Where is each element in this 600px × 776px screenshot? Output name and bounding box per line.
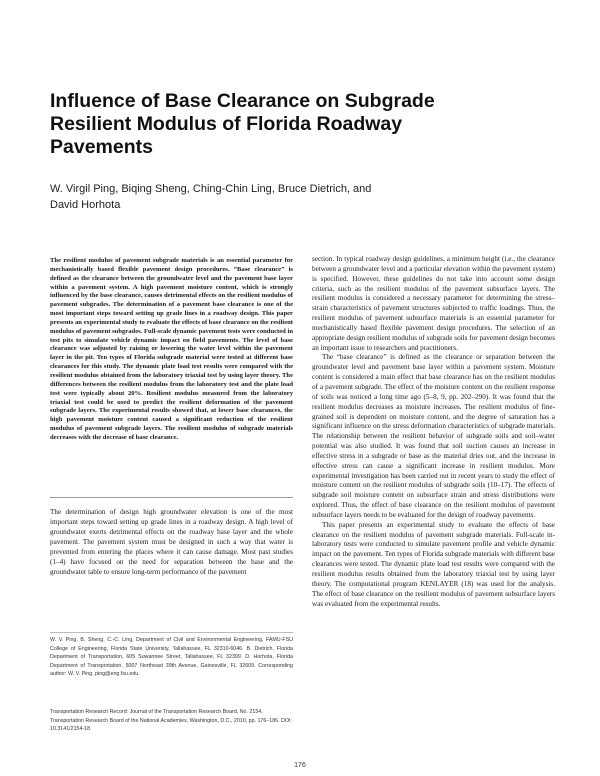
right-column xyxy=(312,255,555,609)
intro-paragraph: The determination of design high groundwater elevation is one of the most important steps toward setting up grade lines in a roadway design. A high level of groundwater exerts detrimental effects on the roadway base layer and the whole pavement. The pavement system must be designed in such a way that water is prevented from entering the places where it can cause damage. Most past studies (1–4) have focused on the need for separation between the base and the groundwater table to ensure long-term performance of the pavement xyxy=(50,508,293,576)
citation-info: Transportation Research Record: Journal of the Transportation Research Board, No. 2154, Transportation Research Board of the National Academies, Washington, D.C., 2010, pp. 176–186. DOI: 10.3141/2154-18 xyxy=(50,709,292,733)
body-paragraph: The “base clearance” is defined as the clearance or separation between the groundwater level and pavement base layer within a pavement system. Moisture content is considered a main effect that base clearance has on the resilient modulus of a pavement subgrade. The effect of the moisture content on the resilient response of soils was noticed a long time ago (5–8, 9, pp. 202–290). It was found that the resilient modulus decreases as moisture increases. The resilient modulus of fine-grained soil is dependent on moisture content, and the degree of saturation has a significant influence on the stress deformation characteristics of subgrade materials. The relationship between the resilient behavior of subgrade soils and soil–water potential was also studied. It was found that soil suction causes an increase in effective stress in a subgrade or base as the material dries out, and the increase in effective stress can cause a significant increase in resilient modulus. More experimental investigation has been carried out in recent years to study the effect of moisture content on the resilient modulus of subgrade soils (10–17). The effects of subgrade soil moisture content on subsurface strain and stress distributions were explored. Thus, the effect of base clearance on the resilient modulus of pavement subsurface layers needs to be evaluated for the design of roadway pavements. xyxy=(312,353,555,519)
page-number: 176 xyxy=(294,762,306,769)
abstract: The resilient modulus of pavement subgrade materials is an essential parameter for mechanistically based flexible pavement design procedures. “Base clearance” is defined as the clearance between the groundwater level and the pavement base layer within a pavement system. A high pavement moisture content, which is strongly influenced by the base clearance, causes detrimental effects on the resilient modulus of pavement subgrades. The determination of a pavement base clearance is one of the most important steps toward setting up grade lines in a roadway design. This paper presents an experimental study to evaluate the effects of base clearance on the resilient modulus of pavement subgrades. Full-scale dynamic pavement tests were conducted in test pits to simulate vehicle dynamic impact on field pavements. The level of base clearance was adjusted by raising or lowering the water level within the pavement layer in the pit. Ten types of Florida subgrade material were tested at different base clearances for this study. The dynamic plate load test results were compared with the resilient modulus obtained from the laboratory triaxial test by using layer theory. The differences between the resilient modulus from the laboratory test and the plate load test were typically about 20%. Resilient modulus measured from the laboratory triaxial test could be used to predict the resilient deformation of the pavement subgrade layers. The experimental results showed that, at lower base clearances, the high pavement moisture content caused a significant reduction of the resilient modulus of pavement subgrade layers. The resilient modulus of subgrade materials decreases with the decrease of base clearance. xyxy=(50,257,293,441)
abstract-divider xyxy=(50,497,293,498)
footnote-divider xyxy=(50,632,293,633)
author-affiliations: W. V. Ping, B. Sheng, C.-C. Ling, Department of Civil and Environmental Engineering, FAMU-FSU College of Engineering, Florida State University, Tallahassee, FL 32310-6046. B. Dietrich, Florida Department of Transportation, 605 Suwannee Street, Tallahassee, FL 32399. D. Horhota, Florida Department of Transportation, 5007 Northeast 39th Avenue, Gainesville, FL 32609. Corresponding author: W. V. Ping, ping@eng.fsu.edu. xyxy=(50,637,293,678)
body-paragraph: This paper presents an experimental study to evaluate the effects of base clearance on the resilient modulus of pavement subgrade materials. Full-scale in-laboratory tests were conducted to simulate pavement profile and vehicle dynamic impact on the pavement. Ten types of Florida subgrade materials with different base clearances were tested. The dynamic plate load test results were compared with the resilient modulus results obtained from the laboratory triaxial test by using layer theory. The computational program KENLAYER (18) was used for the analysis. The effect of base clearance on the resilient modulus of pavement subsurface layers was evaluated from the experimental results. xyxy=(312,520,555,608)
author-list: W. Virgil Ping, Biqing Sheng, Ching-Chin Ling, Bruce Dietrich, and David Horhota xyxy=(50,183,372,211)
paper-title: Influence of Base Clearance on Subgrade Resilient Modulus of Florida Roadway Pavements xyxy=(50,90,435,158)
body-paragraph: section. In typical roadway design guidelines, a minimum height (i.e., the clearance between a groundwater level and a particular elevation within the pavement system) is specified. However, these guidelines do not take into account some design criteria, such as the resilient modulus of the pavement subsurface layers. The resilient modulus is considered a necessary parameter for determining the stress–strain characteristics of pavement structures subjected to traffic loadings. Thus, the resilient modulus of pavement subsurface materials is an essential parameter for mechanistically based flexible pavement design procedures. The selection of an appropriate design resilient modulus of subgrade soils for pavement design becomes an important issue to researchers and practitioners. xyxy=(312,255,555,352)
